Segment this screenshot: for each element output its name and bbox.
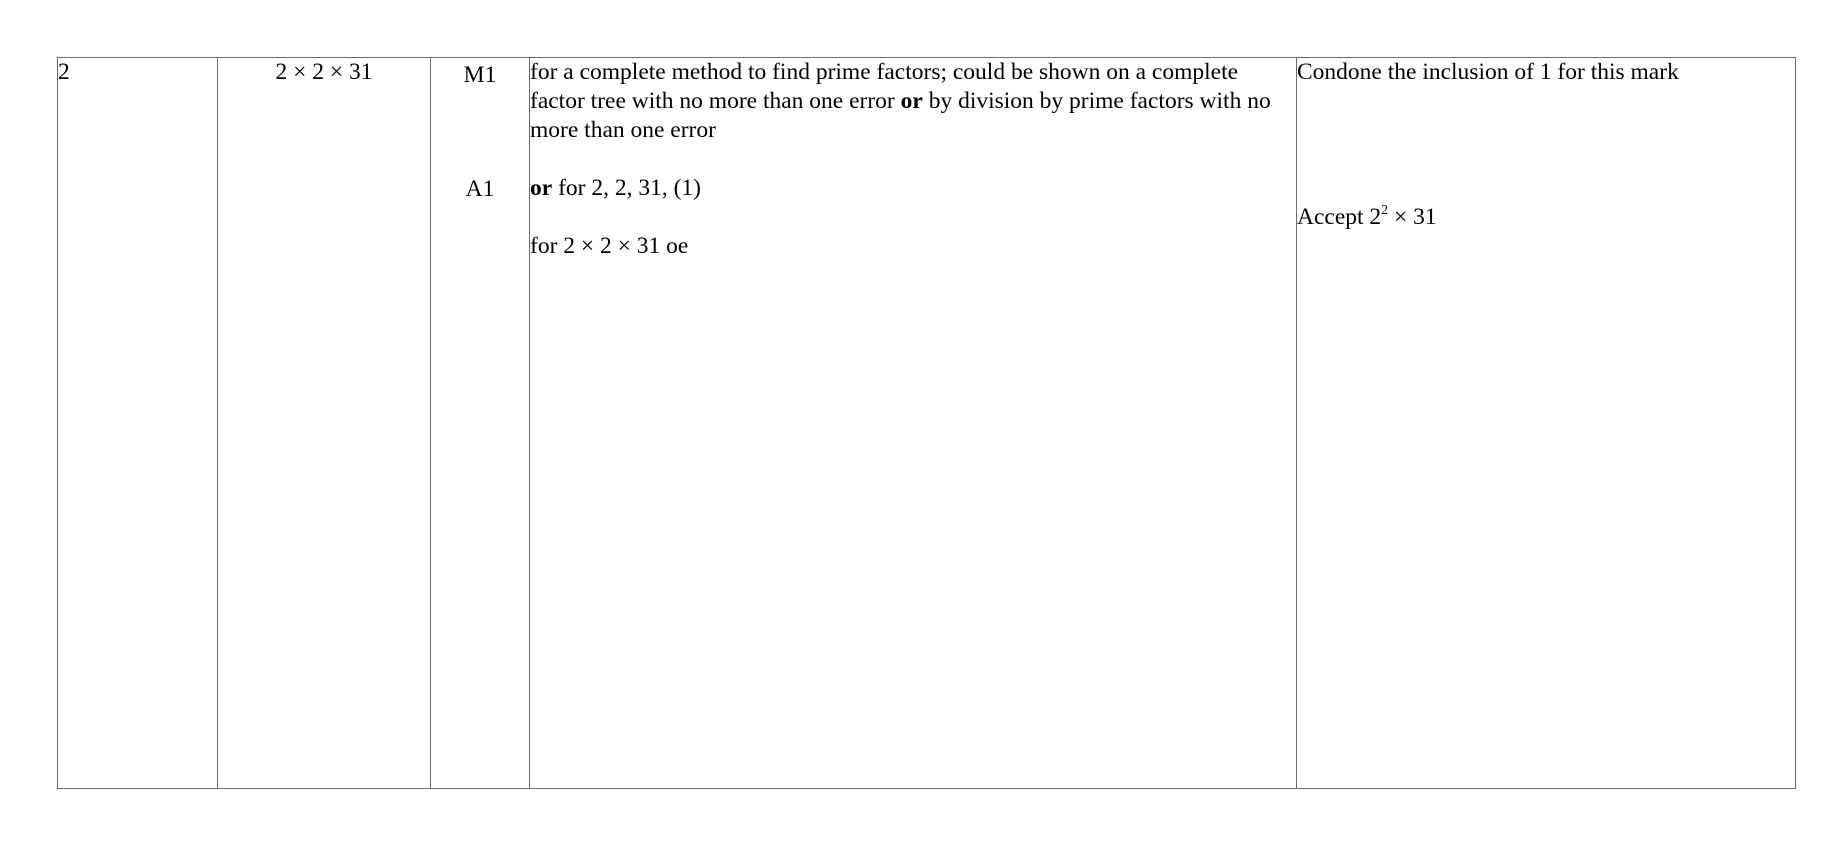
a1-note-post: × 31 — [1388, 204, 1437, 230]
table-row — [58, 58, 1796, 789]
mark-m1: M1 — [463, 62, 497, 88]
question-number: 2 — [58, 59, 70, 85]
a1-note-exponent: 2 — [1381, 203, 1389, 219]
guidance-cell — [530, 58, 1297, 789]
m1-guidance-text-1: for a complete method to find prime factors; could be shown on a complete factor tree with no more than one error — [530, 59, 1239, 114]
a1-note — [1297, 203, 1795, 232]
a1-guidance: for 2 × 2 × 31 oe — [530, 233, 689, 259]
m1-alt-text: for 2, 2, 31, (1) — [552, 175, 701, 201]
answer-text: 2 × 2 × 31 — [275, 59, 373, 85]
mark-a1: A1 — [465, 176, 495, 202]
mark-scheme-table — [57, 57, 1796, 789]
marks-cell — [431, 58, 530, 789]
a1-note-pre: Accept 2 — [1297, 204, 1382, 230]
m1-guidance-or: or — [900, 88, 923, 114]
m1-alt-guidance — [530, 174, 1296, 203]
question-number-cell — [58, 58, 218, 789]
notes-cell — [1297, 58, 1796, 789]
m1-guidance-text-2: by division by prime factors with no more than one error — [530, 88, 1271, 143]
m1-guidance — [530, 58, 1296, 145]
m1-note: Condone the inclusion of 1 for this mark — [1297, 59, 1679, 85]
m1-alt-or: or — [530, 175, 553, 201]
answer-cell — [218, 58, 431, 789]
